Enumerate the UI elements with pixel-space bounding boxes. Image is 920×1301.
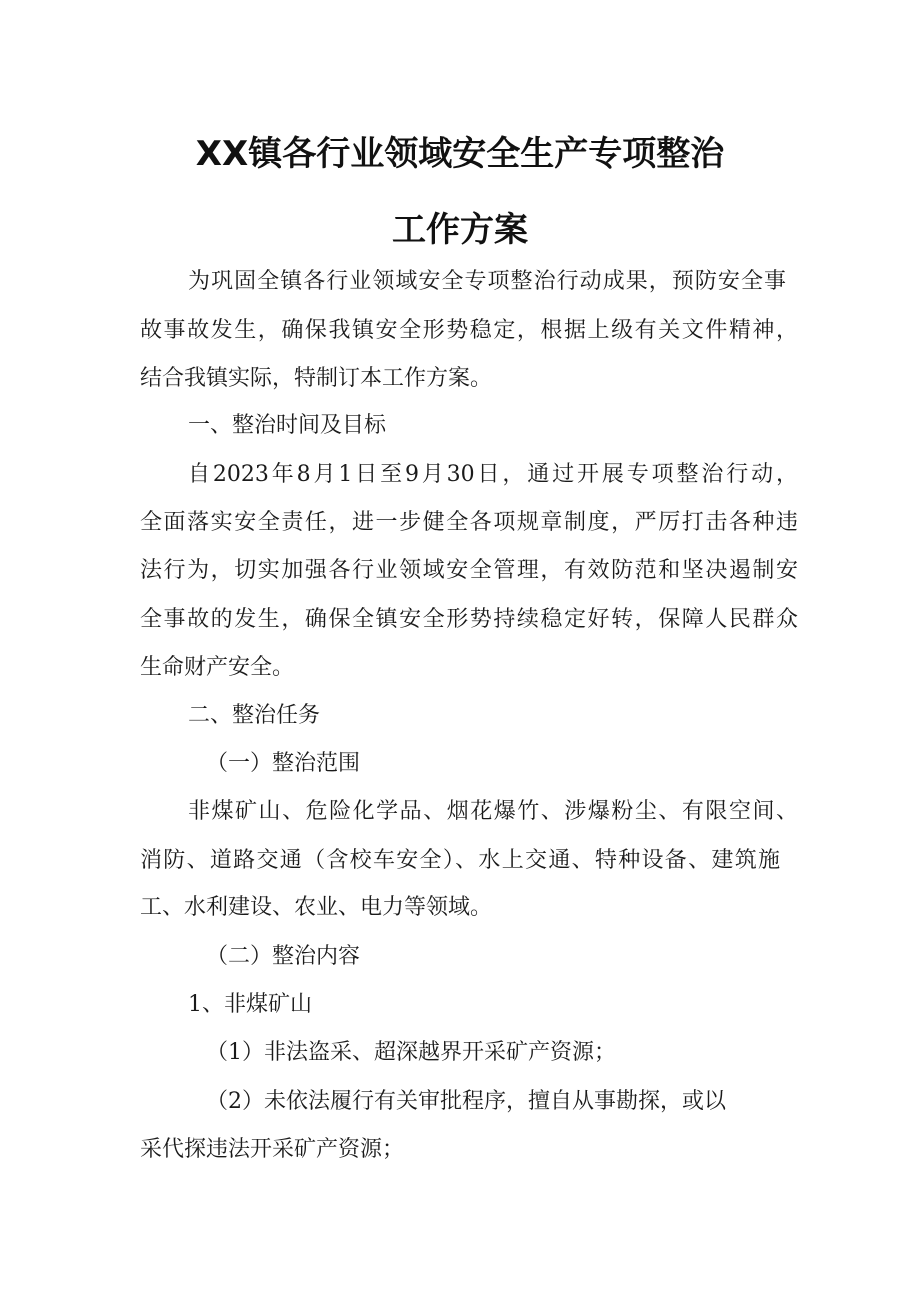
list-item-continuation: 采代探违法开采矿产资源； — [140, 1137, 405, 1162]
list-item: （1）非法盗采、超深越界开采矿产资源； — [206, 1040, 616, 1065]
intro-paragraph-line: 为巩固全镇各行业领域安全专项整治行动成果，预防安全事 — [188, 269, 786, 294]
item-heading: 1、非煤矿山 — [188, 992, 312, 1017]
goal-paragraph-line: 法行为，切实加强各行业领域安全管理，有效防范和坚决遏制安 — [140, 558, 798, 583]
goal-paragraph-line: 全面落实安全责任，进一步健全各项规章制度，严厉打击各种违 — [140, 510, 798, 535]
intro-paragraph-line: 故事故发生，确保我镇安全形势稳定，根据上级有关文件精神， — [140, 318, 798, 343]
subsection-heading: （一）整治范围 — [206, 751, 361, 776]
goal-paragraph-line: 全事故的发生，确保全镇安全形势持续稳定好转，保障人民群众 — [140, 607, 798, 632]
section-heading: 一、整治时间及目标 — [188, 413, 387, 438]
title-line-2: 工作方案 — [392, 210, 528, 250]
section-heading: 二、整治任务 — [188, 703, 321, 728]
list-item: （2）未依法履行有关审批程序，擅自从事勘探，或以 — [206, 1089, 726, 1114]
goal-paragraph-line: 生命财产安全。 — [140, 655, 295, 680]
title-line-1: XX镇各行业领域安全生产专项整治 — [195, 134, 725, 174]
goal-paragraph-line: 自2023年8月1日至9月30日，通过开展专项整治行动， — [188, 462, 798, 487]
scope-paragraph-line: 非煤矿山、危险化学品、烟花爆竹、涉爆粉尘、有限空间、 — [188, 799, 798, 824]
scope-paragraph-line: 消防、道路交通（含校车安全）、水上交通、特种设备、建筑施 — [140, 848, 780, 873]
intro-paragraph-line: 结合我镇实际，特制订本工作方案。 — [140, 366, 493, 391]
scope-paragraph-line: 工、水利建设、农业、电力等领域。 — [140, 895, 493, 920]
subsection-heading: （二）整治内容 — [206, 944, 361, 969]
